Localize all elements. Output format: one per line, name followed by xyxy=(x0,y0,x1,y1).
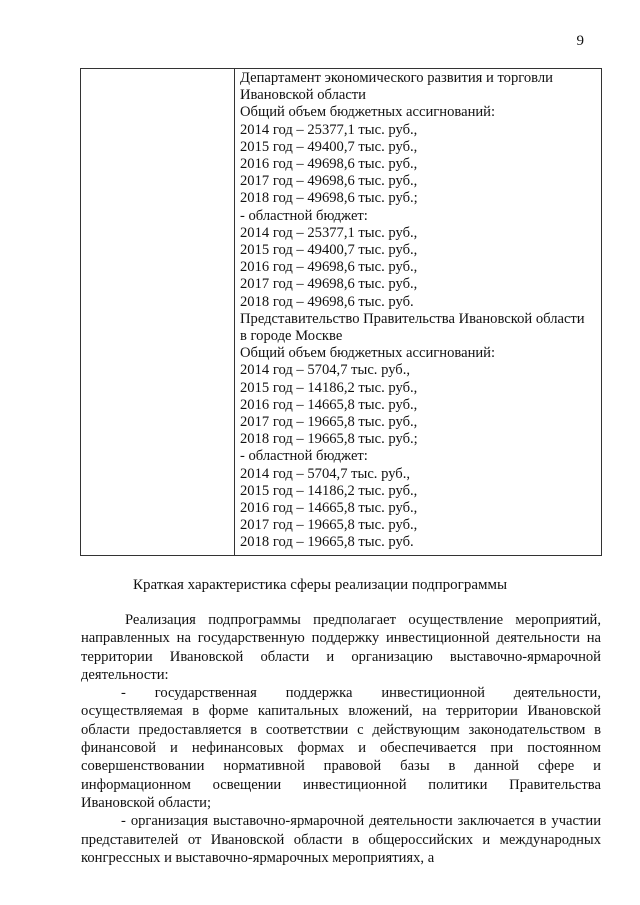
funding-line: 2016 год – 49698,6 тыс. руб., xyxy=(240,259,418,276)
table-cell-right xyxy=(235,69,602,556)
table-cell-left xyxy=(81,69,235,556)
exhibition-activity-paragraph: - организация выставочно-ярмарочной деятельности заключается в участии представителей от Ивановской области в общероссийских и международных конгрессных и выставочно-ярмарочных мероприятиях, а xyxy=(81,813,601,866)
funding-line: 2014 год – 5704,7 тыс. руб., xyxy=(240,465,411,482)
funding-line: 2014 год – 25377,1 тыс. руб., xyxy=(240,224,418,241)
investment-support-paragraph: - государственная поддержка инвестиционной деятельности, осуществляемая в форме капитальных вложений, на территории Ивановской области предоставляется в соответствии с действующим законодательством в финансовой и нефинансовых формах и обеспечивается при постоянном совершенствовании нормативной правовой базы в данной сфере и информационном освещении инвестиционной политики Правительства Ивановской области; xyxy=(81,685,601,811)
funding-line: 2014 год – 5704,7 тыс. руб., xyxy=(240,362,411,379)
funding-line: 2016 год – 14665,8 тыс. руб., xyxy=(240,500,418,517)
funding-line: 2016 год – 14665,8 тыс. руб., xyxy=(240,396,418,413)
intro-paragraph: Реализация подпрограммы предполагает осуществление мероприятий, направленных на государственную поддержку инвестиционной деятельности на территории Ивановской области и организацию выставочно-ярмарочной деятельности: xyxy=(81,612,601,683)
funding-line: 2018 год – 49698,6 тыс. руб. xyxy=(240,293,414,310)
funding-line: 2015 год – 14186,2 тыс. руб., xyxy=(240,482,418,499)
page-number: 9 xyxy=(576,33,584,49)
table-row xyxy=(81,69,602,556)
funding-line: 2017 год – 19665,8 тыс. руб., xyxy=(240,414,418,431)
funding-line: Общий объем бюджетных ассигнований: xyxy=(240,104,496,121)
funding-line: 2017 год – 49698,6 тыс. руб., xyxy=(240,173,418,190)
section-heading: Краткая характеристика сферы реализации подпрограммы xyxy=(132,577,508,593)
funding-line: 2017 год – 49698,6 тыс. руб., xyxy=(240,276,418,293)
funding-line: 2018 год – 19665,8 тыс. руб.; xyxy=(240,431,418,448)
funding-line: 2017 год – 19665,8 тыс. руб., xyxy=(240,517,418,534)
funding-line: - областной бюджет: xyxy=(240,448,368,465)
funding-line: 2014 год – 25377,1 тыс. руб., xyxy=(240,121,418,138)
funding-line: Ивановской области xyxy=(240,87,366,104)
funding-line: 2016 год – 49698,6 тыс. руб., xyxy=(240,156,418,173)
funding-line: 2015 год – 49400,7 тыс. руб., xyxy=(240,138,418,155)
funding-line: 2018 год – 49698,6 тыс. руб.; xyxy=(240,190,418,207)
funding-line: в городе Москве xyxy=(240,328,343,345)
budget-allocation-table xyxy=(80,68,602,556)
funding-line: Представительство Правительства Ивановской области xyxy=(240,310,585,327)
funding-line: 2015 год – 14186,2 тыс. руб., xyxy=(240,379,418,396)
funding-line: 2015 год – 49400,7 тыс. руб., xyxy=(240,242,418,259)
funding-line: Общий объем бюджетных ассигнований: xyxy=(240,345,496,362)
funding-lines xyxy=(240,70,601,552)
funding-line: Департамент экономического развития и торговли xyxy=(240,70,553,86)
funding-line: - областной бюджет: xyxy=(240,207,368,224)
body-text xyxy=(81,611,601,867)
funding-line: 2018 год – 19665,8 тыс. руб. xyxy=(240,534,414,551)
